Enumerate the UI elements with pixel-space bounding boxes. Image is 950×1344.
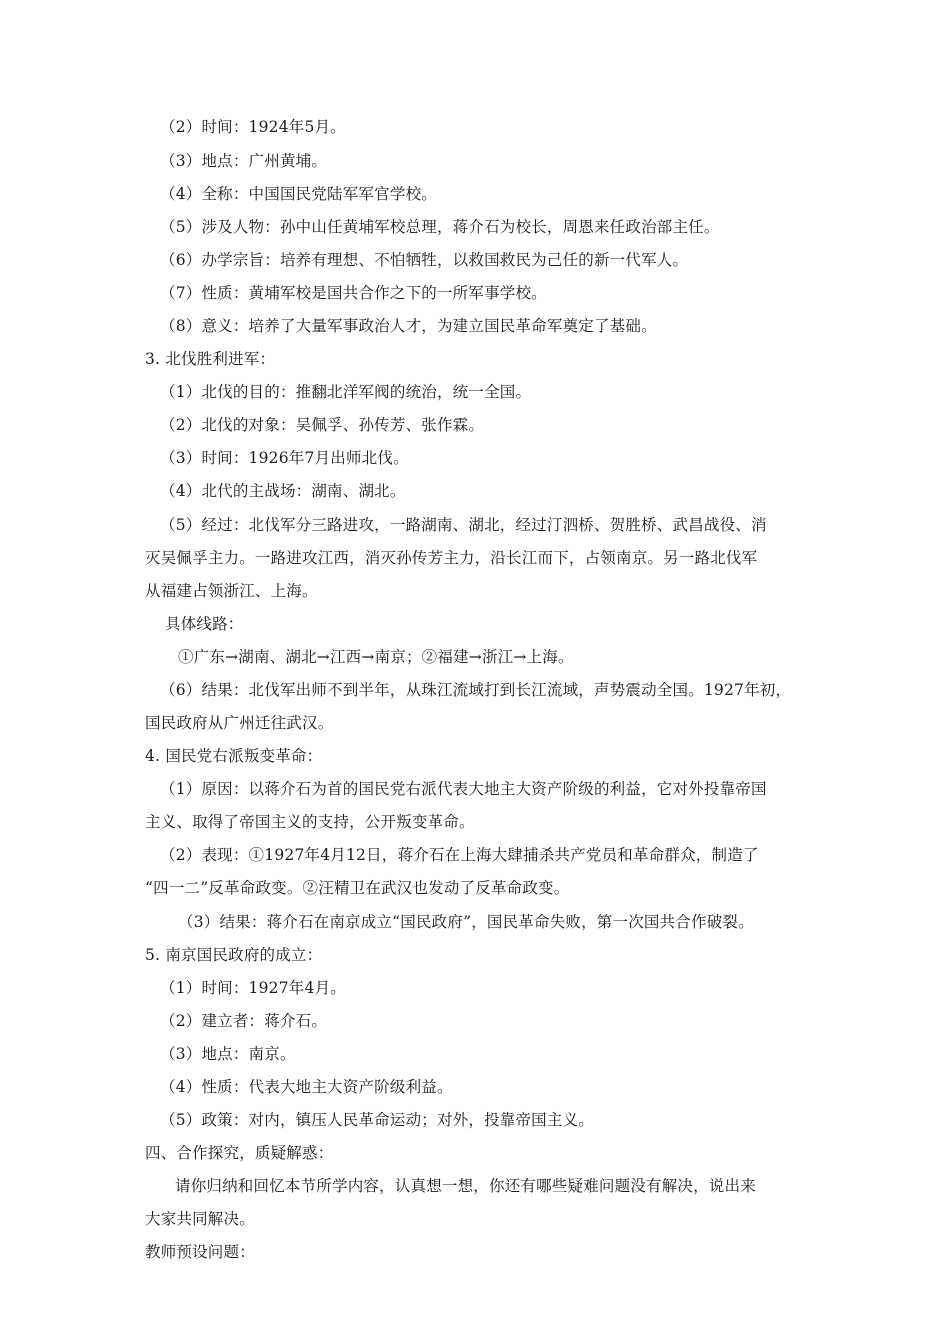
text-line: （5）政策：对内，镇压人民革命运动；对外，投靠帝国主义。 xyxy=(160,1111,594,1129)
section-heading: 四、合作探究，质疑解惑： xyxy=(145,1144,334,1162)
text-line: （2）时间：1924年5月。 xyxy=(160,118,346,136)
text-line: （4）全称：中国国民党陆军军官学校。 xyxy=(160,185,437,203)
text-line: （2）表现：①1927年4月12日，蒋介石在上海大肆捕杀共产党员和革命群众，制造了 xyxy=(160,846,759,864)
section-heading: 3. 北伐胜利进军： xyxy=(145,350,276,368)
text-line: （2）建立者：蒋介石。 xyxy=(160,1012,328,1030)
text-line: （3）地点：广州黄埔。 xyxy=(160,152,328,170)
text-line: 国民政府从广州迁往武汉。 xyxy=(145,714,334,732)
text-line: （1）原因：以蒋介石为首的国民党右派代表大地主大资产阶级的利益，它对外投靠帝国 xyxy=(160,780,767,798)
text-line: （6）结果：北伐军出师不到半年，从珠江流域打到长江流域，声势震动全国。1927年初， xyxy=(160,681,792,699)
section-heading: 5. 南京国民政府的成立： xyxy=(145,946,323,964)
text-line: （2）北伐的对象：吴佩孚、孙传芳、张作霖。 xyxy=(160,416,485,434)
text-line: （4）北代的主战场：湖南、湖北。 xyxy=(160,482,406,500)
text-line: （7）性质：黄埔军校是国共合作之下的一所军事学校。 xyxy=(160,284,547,302)
text-line: （4）性质：代表大地主大资产阶级利益。 xyxy=(160,1078,453,1096)
text-line: （6）办学宗旨：培养有理想、不怕牺牲，以救国救民为己任的新一代军人。 xyxy=(160,251,689,269)
text-line: （5）涉及人物：孙中山任黄埔军校总理，蒋介石为校长，周恩来任政治部主任。 xyxy=(160,218,720,236)
text-line: （8）意义：培养了大量军事政治人才，为建立国民革命军奠定了基础。 xyxy=(160,317,657,335)
text-line: 大家共同解决。 xyxy=(145,1210,255,1228)
text-line: 主义、取得了帝国主义的支持，公开叛变革命。 xyxy=(145,813,475,831)
text-line: 灭吴佩孚主力。一路进攻江西，消灭孙传芳主力，沿长江而下，占领南京。另一路北伐军 xyxy=(145,549,758,567)
section-heading: 4. 国民党右派叛变革命： xyxy=(145,747,323,765)
text-line: （3）结果：蒋介石在南京成立“国民政府”，国民革命失败，第一次国共合作破裂。 xyxy=(178,913,754,931)
text-line: （1）时间：1927年4月。 xyxy=(160,979,346,997)
text-line: ①广东→湖南、湖北→江西→南京；②福建→浙江→上海。 xyxy=(178,648,574,666)
text-line: （5）经过：北伐军分三路进攻，一路湖南、湖北，经过汀泗桥、贺胜桥、武昌战役、消 xyxy=(160,516,767,534)
text-line: 请你归纳和回忆本节所学内容，认真想一想，你还有哪些疑难问题没有解决，说出来 xyxy=(175,1177,756,1195)
text-line: （3）时间：1926年7月出师北伐。 xyxy=(160,449,409,467)
text-line: “四一二”反革命政变。②汪精卫在武汉也发动了反革命政变。 xyxy=(145,879,570,897)
text-line: 教师预设问题： xyxy=(145,1243,255,1261)
text-line: （1）北伐的目的：推翻北洋军阀的统治，统一全国。 xyxy=(160,383,532,401)
text-line: 从福建占领浙江、上海。 xyxy=(145,582,318,600)
text-line: （3）地点：南京。 xyxy=(160,1045,296,1063)
text-line: 具体线路： xyxy=(165,615,244,633)
